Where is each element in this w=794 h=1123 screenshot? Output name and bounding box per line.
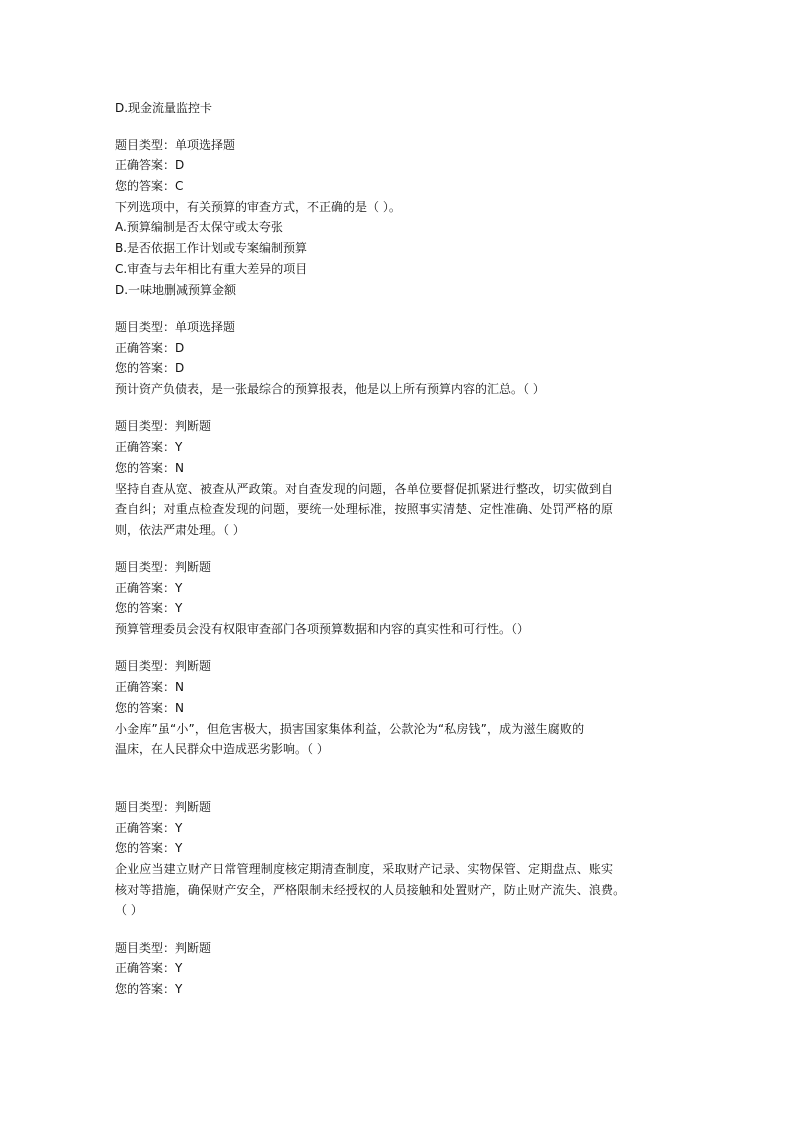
question-type-line: 题目类型：判断题: [115, 941, 212, 955]
question-type-line: 题目类型：判断题: [115, 560, 212, 574]
correct-answer-line: 正确答案：N: [115, 680, 184, 694]
question-type-line: 题目类型：单项选择题: [115, 138, 236, 152]
question-text-line: 查自纠；对重点检查发现的问题，要统一处理标准，按照事实清楚、定性准确、处罚严格的原: [115, 502, 614, 516]
question-text-line: 预算管理委员会没有权限审查部门各项预算数据和内容的真实性和可行性。（）: [115, 622, 530, 636]
your-answer-line: 您的答案：N: [115, 701, 184, 715]
question-type-line: 题目类型：判断题: [115, 419, 212, 433]
correct-answer-line: 正确答案：Y: [115, 961, 183, 975]
correct-answer-line: 正确答案：D: [115, 341, 185, 355]
your-answer-line: 您的答案：Y: [115, 841, 183, 855]
correct-answer-line: 正确答案：Y: [115, 440, 183, 454]
your-answer-line: 您的答案：N: [115, 461, 184, 475]
option-a-line: A.预算编制是否太保守或太夸张: [115, 220, 283, 234]
option-b-line: B.是否依据工作计划或专案编制预算: [115, 241, 308, 255]
question-type-line: 题目类型：单项选择题: [115, 320, 236, 334]
correct-answer-line: 正确答案：Y: [115, 821, 183, 835]
question-text-line: 核对等措施，确保财产安全，严格限制未经授权的人员接触和处置财产，防止财产流失、浪费。: [115, 883, 626, 897]
option-c-line: C.审查与去年相比有重大差异的项目: [115, 262, 308, 276]
correct-answer-line: 正确答案：D: [115, 158, 185, 172]
option-d-line: D.现金流量监控卡: [115, 101, 213, 115]
question-text-line: 则，依法严肃处理。（ ）: [115, 523, 245, 537]
question-text-line: 坚持自查从宽、被查从严政策。对自查发现的问题，各单位要督促抓紧进行整改，切实做到自: [115, 482, 614, 496]
your-answer-line: 您的答案：C: [115, 179, 184, 193]
question-text-line: 温床，在人民群众中造成恶劣影响。（ ）: [115, 742, 329, 756]
your-answer-line: 您的答案：Y: [115, 982, 183, 996]
question-type-line: 题目类型：判断题: [115, 800, 212, 814]
question-text-line: 预计资产负债表，是一张最综合的预算报表，他是以上所有预算内容的汇总。（ ）: [115, 382, 545, 396]
question-text-line: （ ）: [115, 903, 143, 917]
your-answer-line: 您的答案：D: [115, 361, 185, 375]
correct-answer-line: 正确答案：Y: [115, 581, 183, 595]
question-text-line: 下列选项中，有关预算的审查方式，不正确的是（ ）。: [115, 200, 401, 214]
question-text-line: 小金库”虽“小”，但危害极大，损害国家集体利益，公款沦为“私房钱”，成为滋生腐败的: [115, 722, 585, 736]
question-text-line: 企业应当建立财产日常管理制度核定期清查制度，采取财产记录、实物保管、定期盘点、账实: [115, 862, 614, 876]
question-type-line: 题目类型：判断题: [115, 659, 212, 673]
option-d-line: D.一味地删减预算金额: [115, 283, 237, 297]
your-answer-line: 您的答案：Y: [115, 601, 183, 615]
